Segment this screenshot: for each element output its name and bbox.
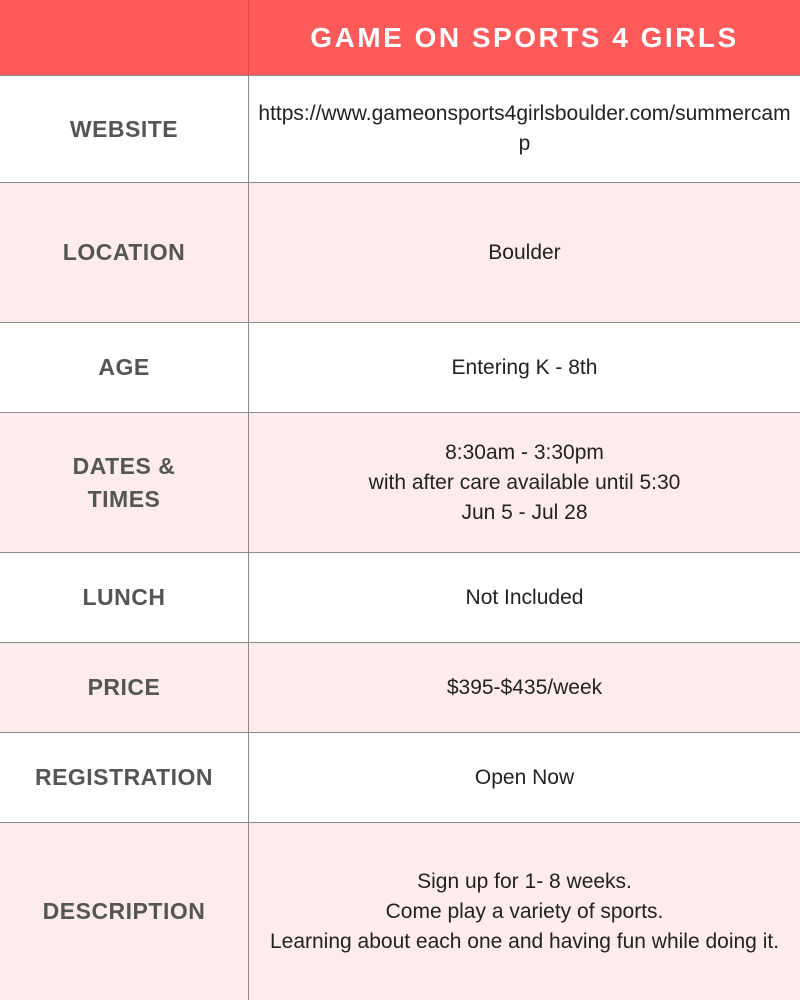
- row-label-times-line: TIMES: [87, 485, 161, 512]
- camp-title: GAME ON SPORTS 4 GIRLS: [310, 21, 739, 53]
- schedule-hours: 8:30am - 3:30pm: [445, 440, 604, 464]
- row-label-description: DESCRIPTION: [0, 823, 249, 1000]
- row-label-lunch: LUNCH: [0, 553, 249, 642]
- description-line-2: Come play a variety of sports.: [385, 899, 664, 923]
- row-label-price: PRICE: [0, 643, 249, 732]
- row-label-location: LOCATION: [0, 183, 249, 322]
- row-value-lunch: Not Included: [465, 585, 584, 609]
- header-empty-cell: [0, 0, 249, 75]
- table-row-dates-times: [0, 413, 800, 553]
- row-label-registration: REGISTRATION: [0, 733, 249, 822]
- table-row-description: [0, 823, 800, 1000]
- table-row-website: [0, 76, 800, 183]
- schedule-dates: Jun 5 - Jul 28: [461, 500, 588, 524]
- schedule-aftercare: with after care available until 5:30: [368, 470, 681, 494]
- row-value-dates-times: [249, 413, 800, 552]
- description-line-3: Learning about each one and having fun while doing it.: [269, 929, 780, 953]
- row-label-age: AGE: [0, 323, 249, 412]
- row-value-registration: Open Now: [474, 765, 575, 789]
- row-label-website: WEBSITE: [0, 76, 249, 182]
- header-title-cell: [249, 0, 800, 75]
- description-line-1: Sign up for 1- 8 weeks.: [417, 869, 632, 893]
- row-label-dates-times: [0, 413, 249, 552]
- row-value-description: [249, 823, 800, 1000]
- row-label-dates-line: DATES &: [72, 452, 176, 479]
- table-row-lunch: [0, 553, 800, 643]
- row-value-location: Boulder: [488, 240, 561, 264]
- row-value-age: Entering K - 8th: [451, 355, 598, 379]
- table-header-row: [0, 0, 800, 76]
- row-value-website: [249, 76, 800, 182]
- table-row-price: [0, 643, 800, 733]
- row-value-price: $395-$435/week: [446, 675, 603, 699]
- table-row-age: [0, 323, 800, 413]
- table-row-location: [0, 183, 800, 323]
- table-row-registration: [0, 733, 800, 823]
- website-link[interactable]: https://www.gameonsports4girlsboulder.com/summercamp: [258, 102, 791, 155]
